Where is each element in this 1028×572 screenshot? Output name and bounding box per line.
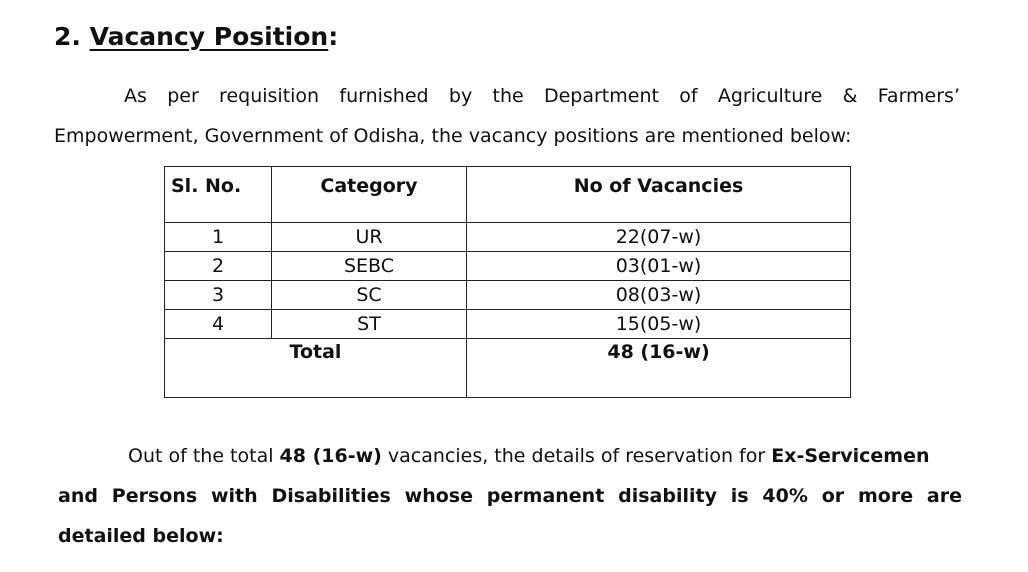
- reservation-paragraph: [58, 436, 962, 556]
- table-row: [165, 281, 851, 310]
- header-sl-no: Sl. No.: [165, 167, 272, 223]
- vacancy-table: [164, 166, 851, 398]
- table-header-row: [165, 167, 851, 223]
- cell-sl: 3: [165, 281, 272, 310]
- outro-ex-servicemen: Ex-Servicemen: [771, 445, 930, 467]
- outro-pre: Out of the total: [128, 445, 280, 467]
- cell-sl: 2: [165, 252, 272, 281]
- cell-vacancies: 22(07-w): [467, 223, 851, 252]
- total-label: Total: [165, 339, 467, 398]
- cell-sl: 1: [165, 223, 272, 252]
- cell-category: SC: [272, 281, 467, 310]
- table-total-row: [165, 339, 851, 398]
- outro-line-1: [58, 436, 962, 476]
- cell-category: SEBC: [272, 252, 467, 281]
- section-title: Vacancy Position: [89, 22, 329, 51]
- section-heading: [54, 22, 338, 51]
- table-row: [165, 310, 851, 339]
- cell-vacancies: 08(03-w): [467, 281, 851, 310]
- cell-vacancies: 03(01-w): [467, 252, 851, 281]
- section-colon: :: [328, 22, 339, 51]
- cell-category: UR: [272, 223, 467, 252]
- section-number: 2.: [54, 22, 81, 51]
- table-row: [165, 223, 851, 252]
- header-category: Category: [272, 167, 467, 223]
- table-row: [165, 252, 851, 281]
- header-vacancies: No of Vacancies: [467, 167, 851, 223]
- intro-line-2: Empowerment, Government of Odisha, the vacancy positions are mentioned below:: [54, 125, 852, 147]
- cell-vacancies: 15(05-w): [467, 310, 851, 339]
- outro-line-2: and Persons with Disabilities whose permanent disability is 40% or more are: [58, 485, 962, 507]
- cell-sl: 4: [165, 310, 272, 339]
- total-value: 48 (16-w): [467, 339, 851, 398]
- outro-line-3: detailed below:: [58, 525, 224, 547]
- cell-category: ST: [272, 310, 467, 339]
- intro-line-1: As per requisition furnished by the Department of Agriculture & Farmers’: [124, 85, 960, 107]
- intro-paragraph: [54, 76, 960, 156]
- outro-mid: vacancies, the details of reservation for: [381, 445, 772, 467]
- outro-total: 48 (16-w): [279, 445, 382, 467]
